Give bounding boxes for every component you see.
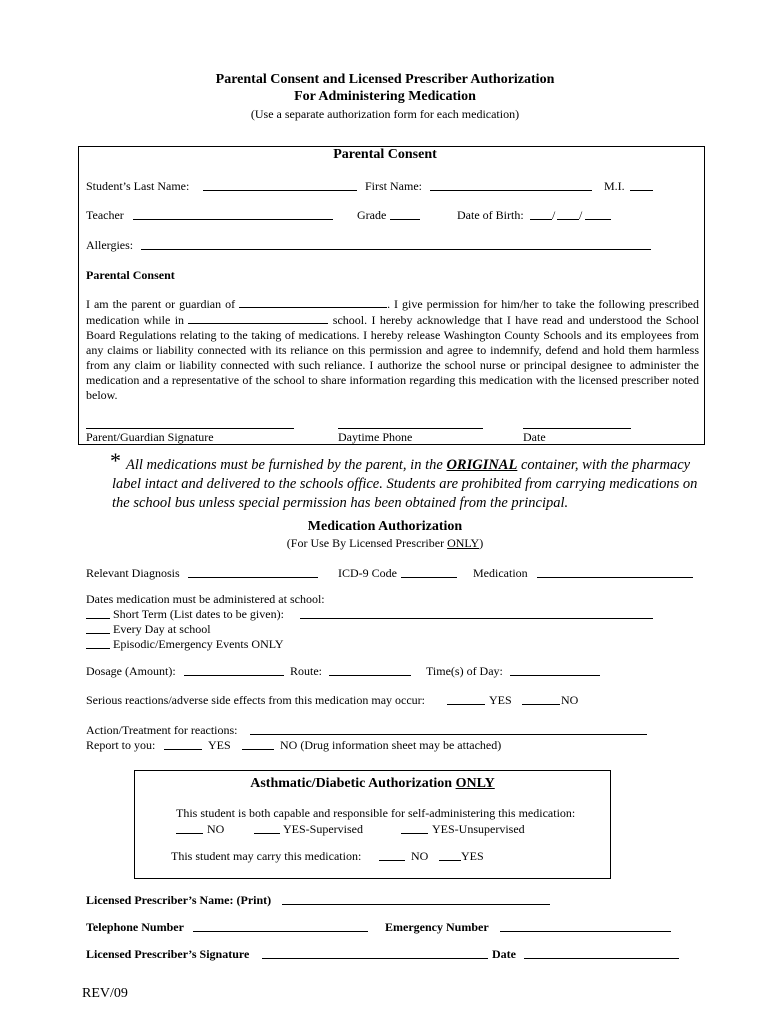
sig-date-line[interactable] xyxy=(523,428,631,429)
action-label: Action/Treatment for reactions: xyxy=(86,723,238,737)
capable-unsupervised-field[interactable] xyxy=(401,822,428,834)
serious-no-field[interactable] xyxy=(522,693,560,705)
form-title-line2: For Administering Medication xyxy=(294,89,476,104)
prescriber-date-field[interactable] xyxy=(524,947,679,959)
emergency-label: Emergency Number xyxy=(385,920,489,934)
parental-consent-heading: Parental Consent xyxy=(333,147,437,162)
carry-yes-field[interactable] xyxy=(439,849,461,861)
dob-separator: / xyxy=(579,208,583,222)
medication-authorization-heading: Medication Authorization xyxy=(307,519,463,534)
medication-field[interactable] xyxy=(537,566,693,578)
parental-consent-subheading: Parental Consent xyxy=(86,268,175,282)
prescriber-name-field[interactable] xyxy=(282,893,550,905)
capable-text: This student is both capable and responsible for self-administering this medication: xyxy=(176,806,576,820)
capable-unsupervised-label: YES-Unsupervised xyxy=(432,822,525,836)
serious-no-label: NO xyxy=(561,693,579,707)
capable-supervised-field[interactable] xyxy=(254,822,280,834)
medication-authorization-subheading: (For Use By Licensed Prescriber ONLY) xyxy=(286,536,484,550)
dates-label: Dates medication must be administered at school: xyxy=(86,592,325,606)
asthmatic-diabetic-heading: Asthmatic/Diabetic Authorization ONLY xyxy=(250,776,495,791)
dob-day-field[interactable] xyxy=(557,208,579,220)
capable-no-label: NO xyxy=(207,822,225,836)
dosage-field[interactable] xyxy=(184,664,284,676)
mi-label: M.I. xyxy=(604,179,625,193)
route-label: Route: xyxy=(290,664,322,678)
allergies-field[interactable] xyxy=(141,238,651,250)
serious-reactions-label: Serious reactions/adverse side effects from this medication may occur: xyxy=(86,693,425,707)
prescriber-name-label: Licensed Prescriber’s Name: (Print) xyxy=(86,893,272,907)
diagnosis-label: Relevant Diagnosis xyxy=(86,566,180,580)
original-container-notice: All medications must be furnished by the parent, in the ORIGINAL container, with the pharmacy label intact and delivered to the schools office. Students are prohibited from carrying medications on the school bus unless special permission has been obtained from the principal. xyxy=(112,457,698,511)
grade-label: Grade xyxy=(357,208,387,222)
every-day-label: Every Day at school xyxy=(113,622,211,636)
report-label: Report to you: xyxy=(86,738,156,752)
sig-date-label: Date xyxy=(523,430,546,444)
telephone-field[interactable] xyxy=(193,920,368,932)
dosage-label: Dosage (Amount): xyxy=(86,664,176,678)
episodic-checkbox[interactable] xyxy=(86,637,110,649)
prescriber-signature-label: Licensed Prescriber’s Signature xyxy=(86,947,250,961)
short-term-label: Short Term (List dates to be given): xyxy=(113,607,284,621)
serious-yes-label: YES xyxy=(489,693,512,707)
medication-label: Medication xyxy=(473,566,528,580)
report-no-label: NO (Drug information sheet may be attached) xyxy=(280,738,502,752)
dob-label: Date of Birth: xyxy=(457,208,524,222)
episodic-label: Episodic/Emergency Events ONLY xyxy=(113,637,284,651)
last-name-label: Student’s Last Name: xyxy=(86,179,190,193)
report-no-field[interactable] xyxy=(242,738,274,750)
serious-yes-field[interactable] xyxy=(447,693,485,705)
route-field[interactable] xyxy=(329,664,411,676)
carry-yes-label: YES xyxy=(461,849,484,863)
teacher-field[interactable] xyxy=(133,208,333,220)
emergency-field[interactable] xyxy=(500,920,671,932)
school-name-field[interactable] xyxy=(188,312,328,324)
short-term-dates-field[interactable] xyxy=(300,607,653,619)
consent-paragraph: I am the parent or guardian of . I give permission for him/her to take the following prescribed medication while in school. I hereby acknowledge that I have read and understood the School Board Regulations relating to the taking of medications. I hereby release Washington County Schools and its employees from any claims or liability connected with its reliance on this permission and agree to indemnify, defend and hold them harmless from any claim or liability connected with such reliance. I authorize the school nurse or principal designee to administer the medication and a representative of the school to share information regarding this medication with the licensed prescriber noted below. xyxy=(86,297,700,402)
times-field[interactable] xyxy=(510,664,600,676)
carry-no-label: NO xyxy=(411,849,429,863)
first-name-field[interactable] xyxy=(430,179,592,191)
report-yes-field[interactable] xyxy=(164,738,202,750)
parent-signature-line[interactable] xyxy=(86,428,294,429)
daytime-phone-line[interactable] xyxy=(338,428,483,429)
last-name-field[interactable] xyxy=(203,179,357,191)
diagnosis-field[interactable] xyxy=(188,566,318,578)
form-title: Parental Consent and Licensed Prescriber Authorization xyxy=(215,72,555,87)
capable-supervised-label: YES-Supervised xyxy=(283,822,363,836)
every-day-checkbox[interactable] xyxy=(86,622,110,634)
parent-signature-label: Parent/Guardian Signature xyxy=(86,430,214,444)
action-field[interactable] xyxy=(250,723,647,735)
form-subtitle: (Use a separate authorization form for each medication) xyxy=(250,107,520,121)
dob-month-field[interactable] xyxy=(530,208,552,220)
allergies-label: Allergies: xyxy=(86,238,134,252)
dob-year-field[interactable] xyxy=(585,208,611,220)
prescriber-signature-field[interactable] xyxy=(262,947,488,959)
icd-field[interactable] xyxy=(401,566,457,578)
dob-separator: / xyxy=(552,208,556,222)
capable-no-field[interactable] xyxy=(176,822,203,834)
child-name-field[interactable] xyxy=(239,296,387,308)
asterisk-icon: * xyxy=(110,448,121,473)
times-label: Time(s) of Day: xyxy=(426,664,503,678)
teacher-label: Teacher xyxy=(86,208,124,222)
short-term-checkbox[interactable] xyxy=(86,607,110,619)
carry-text: This student may carry this medication: xyxy=(171,849,362,863)
prescriber-date-label: Date xyxy=(492,947,516,961)
mi-field[interactable] xyxy=(630,179,653,191)
telephone-label: Telephone Number xyxy=(86,920,184,934)
icd-label: ICD-9 Code xyxy=(338,566,397,580)
grade-field[interactable] xyxy=(390,208,420,220)
first-name-label: First Name: xyxy=(365,179,422,193)
report-yes-label: YES xyxy=(208,738,231,752)
revision-label: REV/09 xyxy=(82,986,128,1001)
carry-no-field[interactable] xyxy=(379,849,405,861)
daytime-phone-label: Daytime Phone xyxy=(338,430,413,444)
